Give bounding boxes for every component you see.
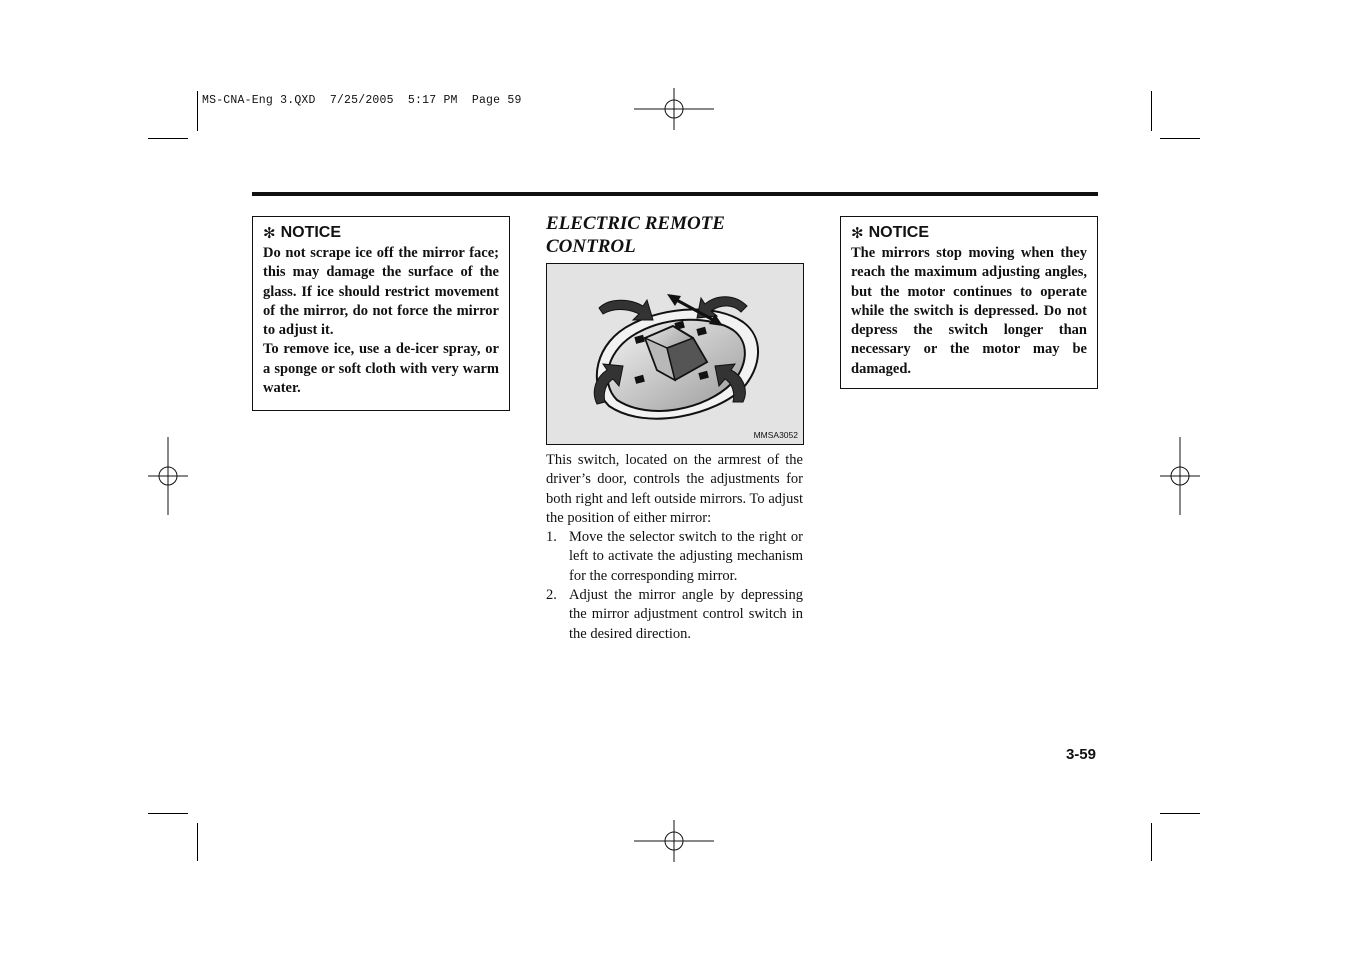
- notice-paragraph: To remove ice, use a de-icer spray, or a sponge or soft cloth with very warm water.: [263, 341, 499, 397]
- notice-body-left: [263, 244, 499, 398]
- notice-star-icon: ✻: [851, 224, 864, 242]
- notice-heading-left: [263, 224, 499, 242]
- notice-heading-text: NOTICE: [868, 224, 930, 241]
- notice-star-icon: ✻: [263, 224, 276, 242]
- notice-heading-right: [851, 224, 1087, 242]
- registration-mark-top: [634, 88, 714, 130]
- step-text: Adjust the mirror angle by depressing the mirror adjustment control switch in the desired direction.: [569, 587, 803, 642]
- list-item: [546, 528, 803, 586]
- registration-mark-left: [148, 437, 188, 515]
- list-item: [546, 586, 803, 644]
- notice-paragraph: The mirrors stop moving when they reach the maximum adjusting angles, but the motor continues to operate while the switch is depressed. Do not depress the switch longer than necessary or the motor may be damaged.: [851, 245, 1087, 377]
- mirror-switch-illustration: [547, 264, 803, 444]
- section-intro: This switch, located on the armrest of the driver’s door, controls the adjustments for both right and left outside mirrors. To adjust the position of either mirror:: [546, 452, 803, 526]
- notice-heading-text: NOTICE: [280, 224, 342, 241]
- step-text: Move the selector switch to the right or left to activate the adjusting mechanism for the corresponding mirror.: [569, 529, 803, 584]
- registration-mark-bottom: [634, 820, 714, 862]
- step-number: 1.: [546, 529, 557, 546]
- notice-box-right: [840, 216, 1098, 389]
- steps-list: [546, 528, 803, 644]
- section-body: [546, 451, 803, 644]
- notice-paragraph: Do not scrape ice off the mirror face; this may damage the surface of the glass. If ice should restrict movement of the mirror, do not force the mirror to adjust it.: [263, 245, 499, 339]
- notice-body-right: [851, 244, 1087, 379]
- page-number: 3-59: [1065, 746, 1096, 763]
- section-title: ELECTRIC REMOTE CONTROL: [546, 213, 725, 257]
- notice-box-left: [252, 216, 510, 411]
- mirror-switch-figure: [546, 263, 804, 445]
- header-rule: [252, 192, 1098, 196]
- registration-mark-right: [1160, 437, 1200, 515]
- print-slug: MS-CNA-Eng 3.QXD 7/25/2005 5:17 PM Page 59: [202, 94, 522, 107]
- step-number: 2.: [546, 587, 557, 604]
- figure-code: MMSA3052: [753, 430, 798, 440]
